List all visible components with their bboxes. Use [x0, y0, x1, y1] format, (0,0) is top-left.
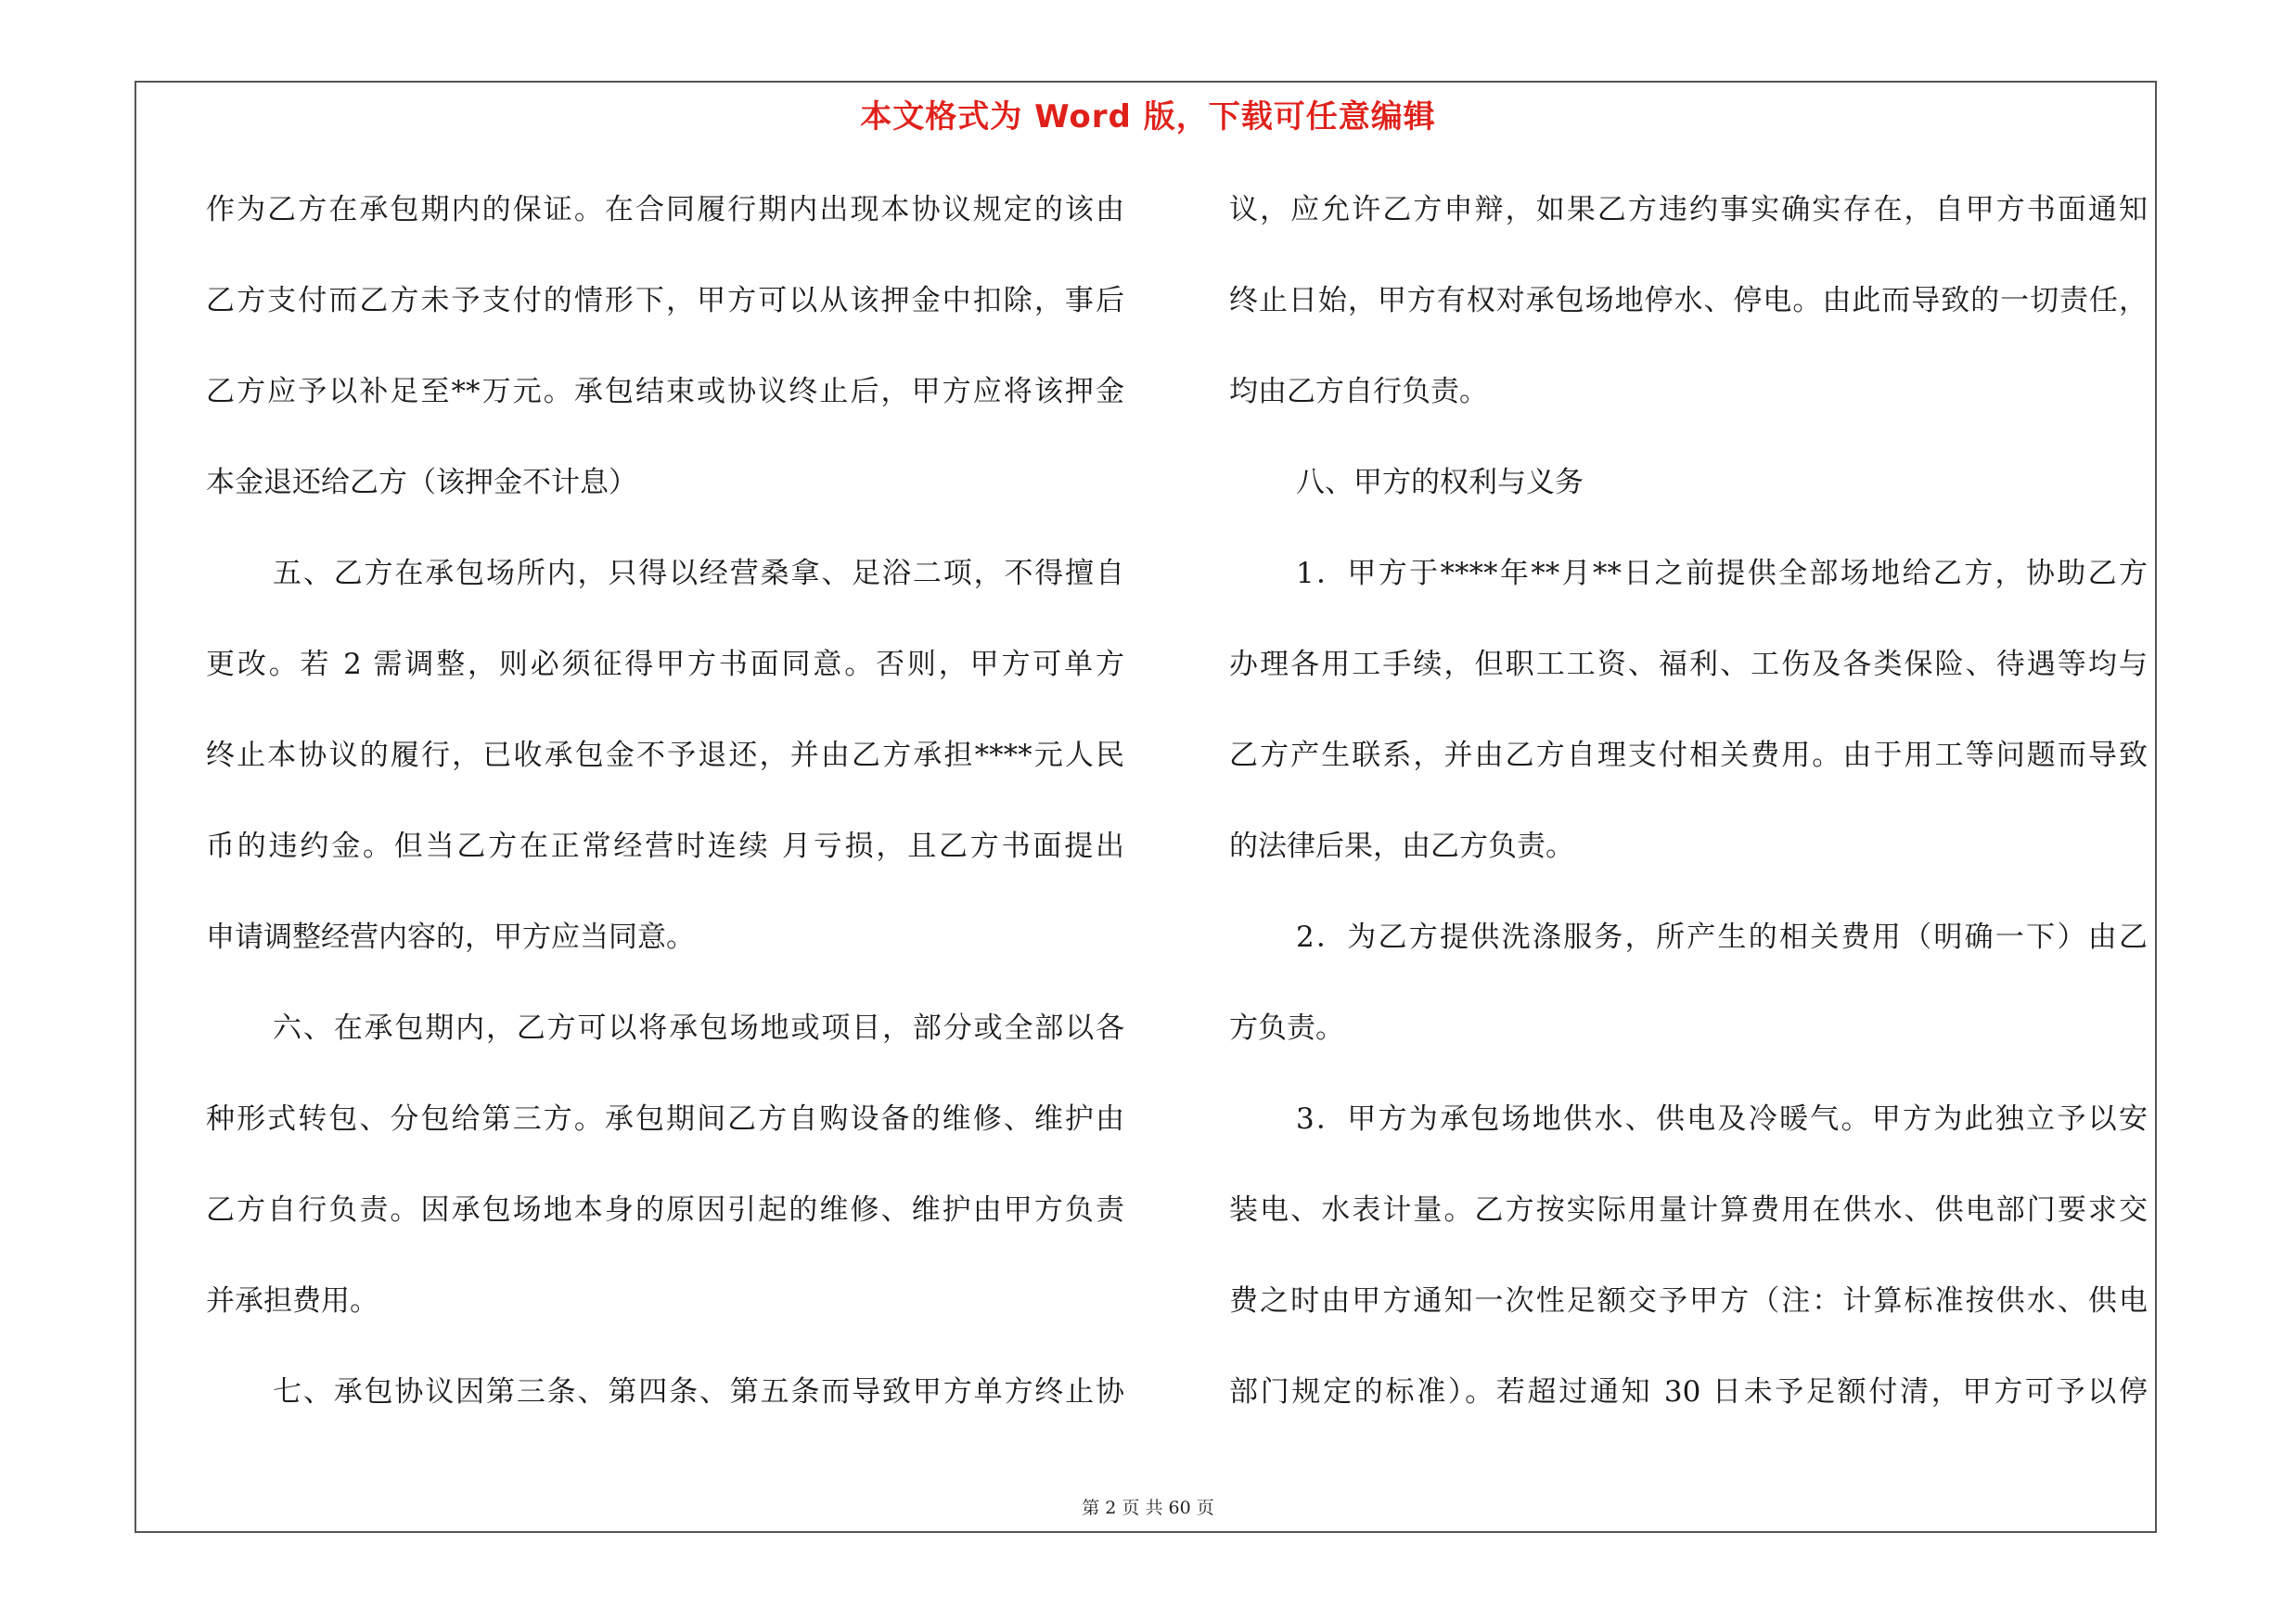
text-line: 币的违约金。但当乙方在正常经营时连续 月亏损，且乙方书面提出 — [206, 830, 1124, 863]
text-line: 部门规定的标准）。若超过通知 30 日未予足额付清，甲方可予以停 — [1229, 1375, 2148, 1409]
text-line: 本金退还给乙方（该押金不计息） — [206, 466, 637, 499]
text-line: 七、承包协议因第三条、第四条、第五条而导致甲方单方终止协 — [273, 1375, 1124, 1409]
right-column — [1229, 182, 2148, 1455]
text-line: 作为乙方在承包期内的保证。在合同履行期内出现本协议规定的该由 — [206, 193, 1124, 226]
text-line: 终止日始，甲方有权对承包场地停水、停电。由此而导致的一切责任， — [1229, 284, 2148, 317]
text-line: 方负责。 — [1229, 1011, 1344, 1045]
format-banner: 本文格式为 Word 版，下载可任意编辑 — [860, 98, 1436, 135]
text-line: 申请调整经营内容的，甲方应当同意。 — [206, 921, 695, 954]
page-number-footer: 第 2 页 共 60 页 — [1082, 1498, 1214, 1518]
text-line: 办理各用工手续，但职工工资、福利、工伤及各类保险、待遇等均与 — [1229, 648, 2148, 681]
text-line: 装电、水表计量。乙方按实际用量计算费用在供水、供电部门要求交 — [1229, 1193, 2148, 1227]
text-line: 并承担费用。 — [206, 1284, 378, 1318]
text-line: 乙方应予以补足至**万元。承包结束或协议终止后，甲方应将该押金 — [206, 375, 1124, 408]
text-line: 3．甲方为承包场地供水、供电及冷暖气。甲方为此独立予以安 — [1296, 1102, 2148, 1136]
text-line: 五、乙方在承包场所内，只得以经营桑拿、足浴二项，不得擅自 — [273, 557, 1124, 590]
text-line: 2．为乙方提供洗涤服务，所产生的相关费用（明确一下）由乙 — [1296, 921, 2148, 954]
text-line: 议，应允许乙方申辩，如果乙方违约事实确实存在，自甲方书面通知 — [1229, 193, 2148, 226]
text-line: 的法律后果，由乙方负责。 — [1229, 830, 1574, 863]
text-line: 更改。若 2 需调整，则必须征得甲方书面同意。否则，甲方可单方 — [206, 648, 1124, 681]
text-line: 终止本协议的履行，已收承包金不予退还，并由乙方承担****元人民 — [206, 739, 1124, 772]
text-line: 乙方支付而乙方未予支付的情形下，甲方可以从该押金中扣除，事后 — [206, 284, 1124, 317]
text-line: 乙方自行负责。因承包场地本身的原因引起的维修、维护由甲方负责 — [206, 1193, 1124, 1227]
text-line: 均由乙方自行负责。 — [1229, 375, 1488, 408]
text-line: 种形式转包、分包给第三方。承包期间乙方自购设备的维修、维护由 — [206, 1102, 1124, 1136]
text-line: 六、在承包期内，乙方可以将承包场地或项目，部分或全部以各 — [273, 1011, 1124, 1045]
left-column — [206, 182, 1124, 1455]
text-line: 八、甲方的权利与义务 — [1296, 466, 1584, 499]
text-line: 乙方产生联系，并由乙方自理支付相关费用。由于用工等问题而导致 — [1229, 739, 2148, 772]
text-line: 费之时由甲方通知一次性足额交予甲方（注：计算标准按供水、供电 — [1229, 1284, 2148, 1318]
text-line: 1．甲方于****年**月**日之前提供全部场地给乙方，协助乙方 — [1296, 557, 2148, 590]
